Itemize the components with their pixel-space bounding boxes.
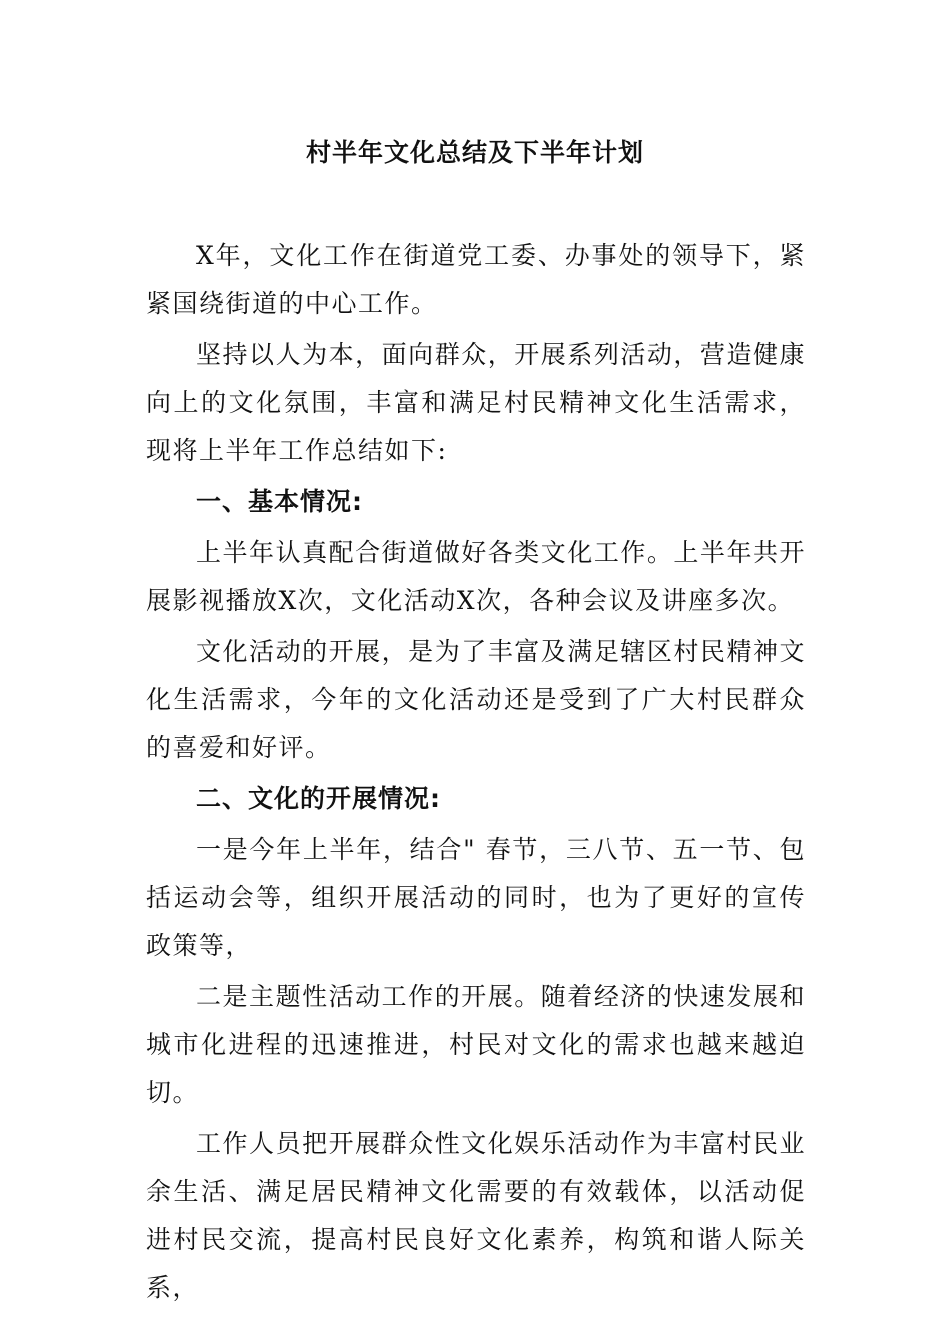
paragraph-activity-purpose: 文化活动的开展，是为了丰富及满足辖区村民精神文化生活需求，今年的文化活动还是受到了广大村民群众的喜爱和好评。 xyxy=(146,637,806,762)
section-heading-basic-situation: 一、基本情况: xyxy=(196,487,363,516)
paragraph-summary-lead: 坚持以人为本，面向群众，开展系列活动，营造健康向上的文化氛围，丰富和满足村民精神文化生活需求，现将上半年工作总结如下: xyxy=(146,340,806,465)
paragraph-first-point: 一是今年上半年，结合" 春节，三八节、五一节、包括运动会等，组织开展活动的同时，也为了更好的宣传政策等， xyxy=(146,835,806,960)
document-title: 村半年文化总结及下半年计划 xyxy=(305,138,644,167)
paragraph-second-point: 二是主题性活动工作的开展。随着经济的快速发展和城市化进程的迅速推进，村民对文化的需求也越来越迫切。 xyxy=(146,982,806,1107)
paragraph-intro: X年，文化工作在街道党工委、办事处的领导下，紧紧国绕街道的中心工作。 xyxy=(146,241,806,318)
paragraph-staff-work: 工作人员把开展群众性文化娱乐活动作为丰富村民业余生活、满足居民精神文化需要的有效载体，以活动促进村民交流，提高村民良好文化素养，构筑和谐人际关系， xyxy=(146,1129,806,1302)
paragraph-basic-situation: 上半年认真配合街道做好各类文化工作。上半年共开展影视播放X次，文化活动X次，各种会议及讲座多次。 xyxy=(146,538,806,615)
document-body xyxy=(146,232,806,1312)
section-heading-culture-progress: 二、文化的开展情况: xyxy=(196,784,441,813)
